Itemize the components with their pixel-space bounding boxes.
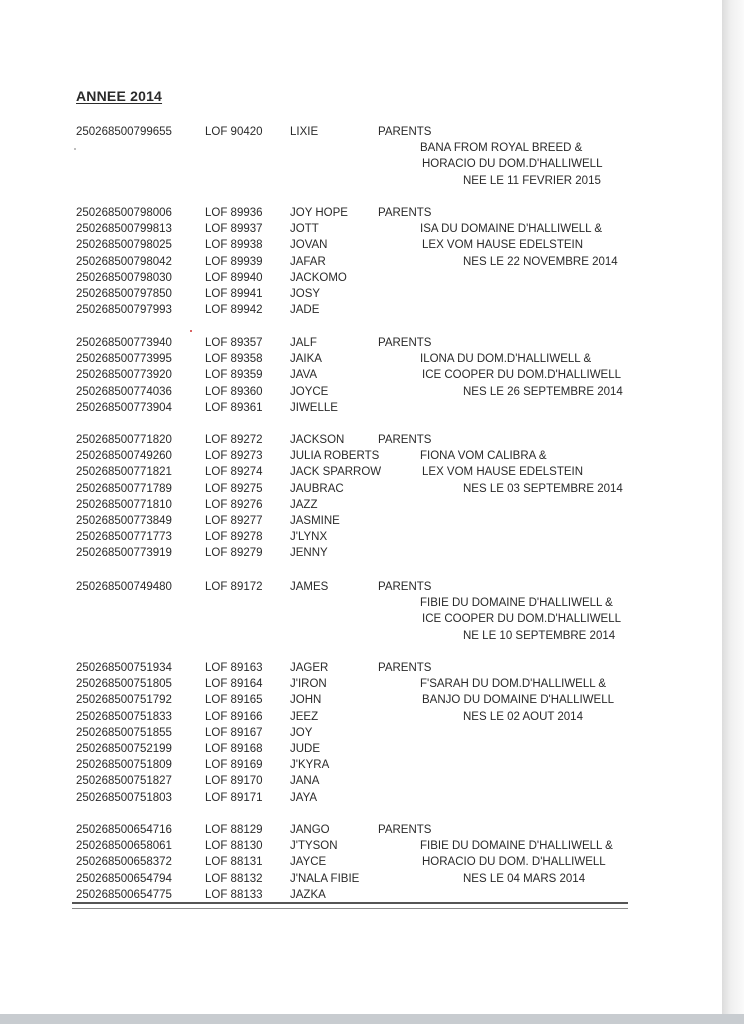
lof-number: LOF 89942 <box>205 304 263 317</box>
dog-name: JANGO <box>290 824 330 836</box>
dog-row <box>0 709 722 725</box>
dog-name: JALF <box>290 337 317 349</box>
dog-name: JUDE <box>290 743 321 755</box>
dog-row <box>0 124 722 140</box>
dog-row <box>0 757 722 773</box>
dog-row <box>0 545 722 561</box>
lof-number: LOF 89166 <box>205 710 263 723</box>
lof-number: LOF 89273 <box>205 450 263 463</box>
dog-name: JAUBRAC <box>290 482 344 495</box>
dog-name: JEEZ <box>290 710 319 723</box>
chip-id: 250268500751809 <box>76 759 172 772</box>
chip-id: 250268500771821 <box>76 466 172 479</box>
parents-label: PARENTS <box>378 126 432 138</box>
dog-row <box>0 887 722 903</box>
dog-row <box>0 221 722 237</box>
dog-name: JOYCE <box>290 385 329 398</box>
birth-date: NES LE 26 SEPTEMBRE 2014 <box>463 385 623 398</box>
bottom-rule <box>72 902 628 909</box>
lof-number: LOF 89276 <box>205 498 263 511</box>
dog-name: JAMES <box>290 581 329 593</box>
dog-name: J'NALA FIBIE <box>290 872 360 885</box>
birth-date: NES LE 04 MARS 2014 <box>463 872 586 885</box>
parent-sire: BANJO DU DOMAINE D'HALLIWELL <box>422 694 614 707</box>
scan-speck <box>74 148 76 150</box>
dog-row <box>0 741 722 757</box>
lof-number: LOF 89360 <box>205 385 263 398</box>
chip-id: 250268500797850 <box>76 288 172 300</box>
dog-name: JACK SPARROW <box>290 466 382 479</box>
chip-id: 250268500798025 <box>76 239 172 252</box>
lof-number: LOF 89357 <box>205 337 263 349</box>
chip-id: 250268500773904 <box>76 401 172 414</box>
dog-row <box>0 335 722 351</box>
lof-number: LOF 89168 <box>205 743 263 755</box>
chip-id: 250268500773940 <box>76 337 172 349</box>
chip-id: 250268500654794 <box>76 872 172 885</box>
chip-id: 250268500751827 <box>76 775 172 788</box>
lof-number: LOF 89937 <box>205 223 263 236</box>
chip-id: 250268500798042 <box>76 255 172 268</box>
lof-number: LOF 89164 <box>205 678 263 691</box>
lof-number: LOF 89272 <box>205 434 263 446</box>
dog-row <box>0 286 722 302</box>
dog-name: JOTT <box>290 223 319 236</box>
dog-row <box>0 773 722 789</box>
lof-number: LOF 89163 <box>205 662 263 674</box>
chip-id: 250268500773849 <box>76 515 172 527</box>
dog-name: JOHN <box>290 694 322 707</box>
scan-edge-right <box>722 0 744 1024</box>
parent-sire: ICE COOPER DU DOM.D'HALLIWELL <box>422 369 622 382</box>
dog-row <box>0 237 722 253</box>
dog-row <box>0 660 722 676</box>
dog-name: JIWELLE <box>290 401 338 414</box>
lof-number: LOF 89274 <box>205 466 263 479</box>
dog-name: J'KYRA <box>290 759 330 772</box>
dog-row <box>0 529 722 545</box>
dog-row <box>0 448 722 464</box>
dog-name: JULIA ROBERTS <box>290 450 380 463</box>
dog-name: JENNY <box>290 547 328 560</box>
birth-date: NE LE 10 SEPTEMBRE 2014 <box>463 629 616 642</box>
dog-name: JOY <box>290 726 313 739</box>
parents-label: PARENTS <box>378 662 432 674</box>
parent-sire: LEX VOM HAUSE EDELSTEIN <box>422 239 584 252</box>
dog-name: JADE <box>290 304 320 317</box>
lof-number: LOF 89938 <box>205 239 263 252</box>
lof-number: LOF 88132 <box>205 872 263 885</box>
lof-number: LOF 88130 <box>205 840 263 853</box>
lof-number: LOF 88131 <box>205 856 263 869</box>
parents-label: PARENTS <box>378 337 432 349</box>
chip-id: 250268500751934 <box>76 662 172 674</box>
lof-number: LOF 89940 <box>205 271 263 284</box>
chip-id: 250268500654775 <box>76 888 172 901</box>
lof-number: LOF 89279 <box>205 547 263 560</box>
lof-number: LOF 89167 <box>205 726 263 739</box>
dog-name: J'LYNX <box>290 531 328 544</box>
dog-name: JAGER <box>290 662 329 674</box>
dog-row <box>0 579 722 595</box>
lof-number: LOF 90420 <box>205 126 263 138</box>
dog-row <box>0 513 722 529</box>
dog-name: JAFAR <box>290 255 326 268</box>
birth-date: NES LE 22 NOVEMBRE 2014 <box>463 255 618 268</box>
dog-name: JAZKA <box>290 888 326 901</box>
birth-date: NES LE 02 AOUT 2014 <box>463 710 583 723</box>
lof-number: LOF 89941 <box>205 288 263 300</box>
dog-row <box>0 822 722 838</box>
dog-name: JAYCE <box>290 856 327 869</box>
lof-number: LOF 89936 <box>205 207 263 219</box>
lof-number: LOF 89359 <box>205 369 263 382</box>
chip-id: 250268500773920 <box>76 369 172 382</box>
chip-id: 250268500773995 <box>76 353 172 366</box>
chip-id: 250268500798030 <box>76 271 172 284</box>
chip-id: 250268500799813 <box>76 223 172 236</box>
scan-speck <box>190 330 192 332</box>
chip-id: 250268500749480 <box>76 581 172 593</box>
dog-name: JOVAN <box>290 239 328 252</box>
lof-number: LOF 89170 <box>205 775 263 788</box>
lof-number: LOF 89171 <box>205 791 263 804</box>
lof-number: LOF 89278 <box>205 531 263 544</box>
chip-id: 250268500751792 <box>76 694 172 707</box>
dog-name: J'IRON <box>290 678 327 691</box>
chip-id: 250268500751805 <box>76 678 172 691</box>
dog-name: JOSY <box>290 288 321 300</box>
parent-dam: FIBIE DU DOMAINE D'HALLIWELL & <box>420 597 613 610</box>
chip-id: 250268500658372 <box>76 856 172 869</box>
page-title: ANNEE 2014 <box>76 88 163 104</box>
chip-id: 250268500751833 <box>76 710 172 723</box>
chip-id: 250268500797993 <box>76 304 172 317</box>
chip-id: 250268500774036 <box>76 385 172 398</box>
chip-id: 250268500654716 <box>76 824 172 836</box>
dog-name: JASMINE <box>290 515 340 527</box>
chip-id: 250268500658061 <box>76 840 172 853</box>
lof-number: LOF 89275 <box>205 482 263 495</box>
dog-row <box>0 676 722 692</box>
dog-name: LIXIE <box>290 126 319 138</box>
dog-name: JACKSON <box>290 434 345 446</box>
chip-id: 250268500752199 <box>76 743 172 755</box>
chip-id: 250268500771773 <box>76 531 172 544</box>
chip-id: 250268500771789 <box>76 482 172 495</box>
lof-number: LOF 88129 <box>205 824 263 836</box>
chip-id: 250268500749260 <box>76 450 172 463</box>
lof-number: LOF 89361 <box>205 401 263 414</box>
parent-dam: BANA FROM ROYAL BREED & <box>420 142 583 155</box>
dog-row <box>0 270 722 286</box>
dog-name: JAYA <box>290 791 318 804</box>
birth-date: NEE LE 11 FEVRIER 2015 <box>463 174 601 187</box>
parent-sire: HORACIO DU DOM. D'HALLIWELL <box>422 856 606 869</box>
lof-number: LOF 89939 <box>205 255 263 268</box>
scan-edge-bottom <box>0 1014 744 1024</box>
chip-id: 250268500751855 <box>76 726 172 739</box>
dog-row <box>0 351 722 367</box>
chip-id: 250268500773919 <box>76 547 172 560</box>
parent-dam: F'SARAH DU DOM.D'HALLIWELL & <box>420 678 607 691</box>
parents-label: PARENTS <box>378 824 432 836</box>
chip-id: 250268500751803 <box>76 791 172 804</box>
parent-dam: FIBIE DU DOMAINE D'HALLIWELL & <box>420 840 613 853</box>
parent-dam: ILONA DU DOM.D'HALLIWELL & <box>420 353 592 366</box>
dog-name: JACKOMO <box>290 271 347 284</box>
parent-sire: HORACIO DU DOM.D'HALLIWELL <box>422 158 603 171</box>
lof-number: LOF 89358 <box>205 353 263 366</box>
dog-row <box>0 854 722 870</box>
parent-sire: ICE COOPER DU DOM.D'HALLIWELL <box>422 613 622 626</box>
dog-name: JAVA <box>290 369 318 382</box>
dog-name: JAIKA <box>290 353 322 366</box>
dog-row <box>0 205 722 221</box>
dog-row <box>0 464 722 480</box>
dog-row <box>0 497 722 513</box>
dog-row <box>0 838 722 854</box>
dog-row <box>0 400 722 416</box>
chip-id: 250268500798006 <box>76 207 172 219</box>
lof-number: LOF 89277 <box>205 515 263 527</box>
birth-date: NES LE 03 SEPTEMBRE 2014 <box>463 482 623 495</box>
parent-dam: ISA DU DOMAINE D'HALLIWELL & <box>420 223 602 236</box>
lof-number: LOF 89172 <box>205 581 263 593</box>
parent-sire: LEX VOM HAUSE EDELSTEIN <box>422 466 584 479</box>
dog-row <box>0 432 722 448</box>
dog-row <box>0 790 722 806</box>
dog-name: JANA <box>290 775 320 788</box>
parents-label: PARENTS <box>378 207 432 219</box>
dog-name: JOY HOPE <box>290 207 348 219</box>
chip-id: 250268500771820 <box>76 434 172 446</box>
dog-row <box>0 725 722 741</box>
dog-row <box>0 302 722 318</box>
parents-label: PARENTS <box>378 581 432 593</box>
chip-id: 250268500799655 <box>76 126 172 138</box>
parents-label: PARENTS <box>378 434 432 446</box>
lof-number: LOF 89169 <box>205 759 263 772</box>
lof-number: LOF 89165 <box>205 694 263 707</box>
dog-name: JAZZ <box>290 498 318 511</box>
parent-dam: FIONA VOM CALIBRA & <box>420 450 547 463</box>
chip-id: 250268500771810 <box>76 498 172 511</box>
dog-row <box>0 871 722 887</box>
lof-number: LOF 88133 <box>205 888 263 901</box>
dog-name: J'TYSON <box>290 840 338 853</box>
